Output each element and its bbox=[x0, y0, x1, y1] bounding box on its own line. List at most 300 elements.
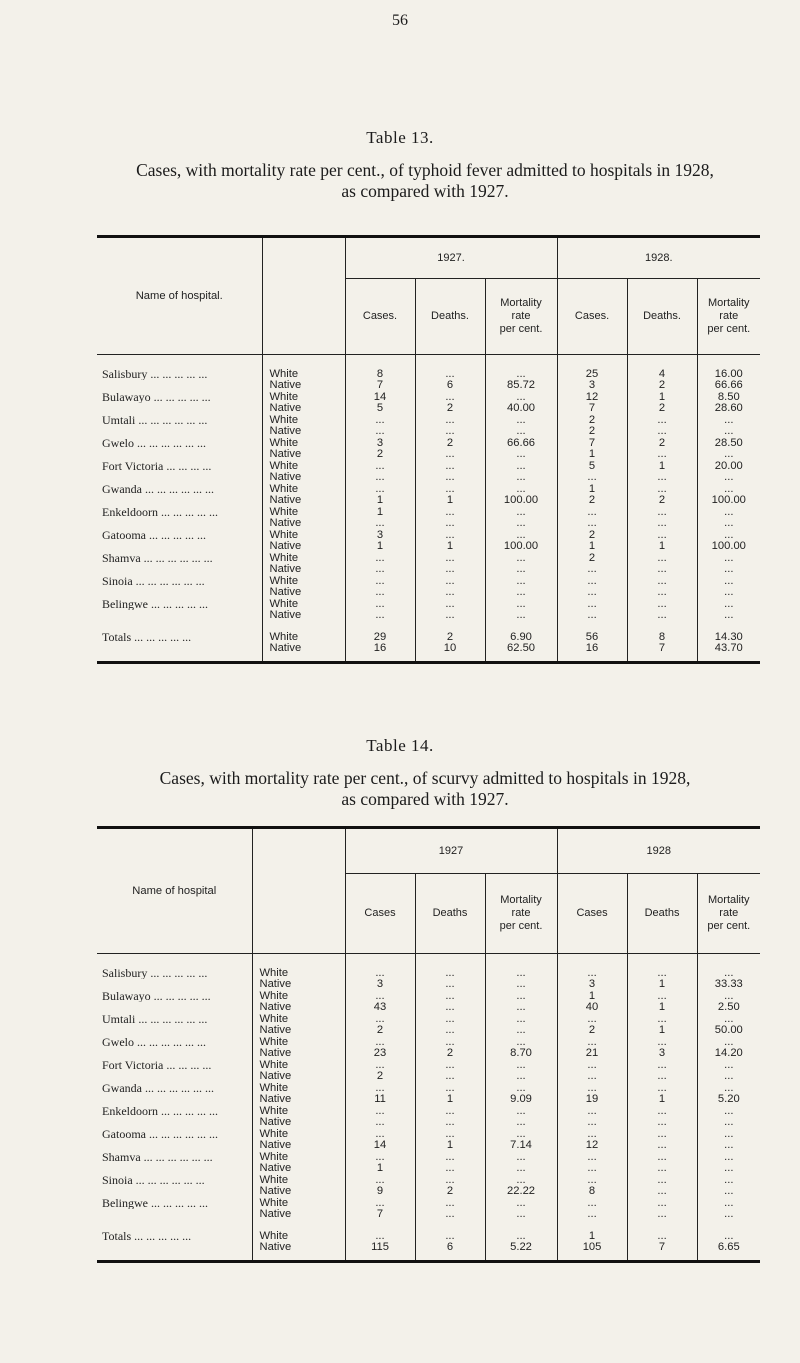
value-cell: 2.50 bbox=[697, 1002, 760, 1014]
value-cell: ... bbox=[415, 518, 485, 530]
spacer-cell bbox=[697, 354, 760, 369]
hospital-name-cell bbox=[97, 541, 262, 553]
value-cell: 62.50 bbox=[485, 643, 557, 655]
hospital-name-cell bbox=[97, 1071, 252, 1083]
value-cell: ... bbox=[485, 1129, 557, 1141]
value-cell: ... bbox=[557, 599, 627, 611]
value-cell: ... bbox=[415, 392, 485, 404]
value-cell: ... bbox=[697, 1163, 760, 1175]
value-cell: 21 bbox=[557, 1048, 627, 1060]
value-cell: ... bbox=[557, 1037, 627, 1049]
value-cell: ... bbox=[557, 472, 627, 484]
table-14-header-blank bbox=[252, 829, 345, 953]
value-cell: ... bbox=[697, 1129, 760, 1141]
value-cell: 2 bbox=[345, 1025, 415, 1037]
value-cell: ... bbox=[557, 1129, 627, 1141]
value-cell: ... bbox=[345, 1231, 415, 1243]
value-cell: 40 bbox=[557, 1002, 627, 1014]
value-cell: ... bbox=[627, 1186, 697, 1198]
value-cell: 29 bbox=[345, 632, 415, 644]
value-cell: ... bbox=[415, 1106, 485, 1118]
table-13-title: Table 13. bbox=[366, 128, 434, 147]
value-cell: ... bbox=[627, 1140, 697, 1152]
hospital-name-cell bbox=[97, 1186, 252, 1198]
value-cell: ... bbox=[415, 1071, 485, 1083]
value-cell: ... bbox=[627, 1198, 697, 1210]
spacer-row bbox=[97, 1221, 760, 1231]
table-14-header-year-1928: 1928 bbox=[557, 829, 760, 873]
value-cell: ... bbox=[415, 507, 485, 519]
value-cell: ... bbox=[485, 461, 557, 473]
value-cell: 43.70 bbox=[697, 643, 760, 655]
value-cell: ... bbox=[557, 1175, 627, 1187]
value-cell: ... bbox=[485, 587, 557, 599]
value-cell: ... bbox=[485, 415, 557, 427]
rate-word-1: Mortality bbox=[500, 296, 542, 309]
race-cell: White bbox=[262, 553, 345, 565]
value-cell: ... bbox=[415, 369, 485, 381]
rate-word-1: Mortality bbox=[708, 296, 750, 309]
value-cell: ... bbox=[485, 564, 557, 576]
value-cell: ... bbox=[557, 518, 627, 530]
race-cell: White bbox=[252, 1175, 345, 1187]
hospital-name-cell: Bulawayo ... ... ... ... ... bbox=[102, 391, 211, 403]
value-cell: ... bbox=[485, 1231, 557, 1243]
table-13-header-cases-1928: Cases. bbox=[557, 278, 627, 354]
value-cell: 105 bbox=[557, 1242, 627, 1254]
value-cell: ... bbox=[485, 1083, 557, 1095]
value-cell: ... bbox=[345, 991, 415, 1003]
totals-row bbox=[97, 1242, 760, 1254]
hospital-name-cell bbox=[97, 518, 262, 530]
value-cell: ... bbox=[697, 1140, 760, 1152]
hospital-name-cell: Gwanda ... ... ... ... ... ... bbox=[102, 483, 214, 495]
hospital-name-cell: Enkeldoorn ... ... ... ... ... bbox=[102, 506, 218, 518]
value-cell: ... bbox=[345, 415, 415, 427]
value-cell: 1 bbox=[627, 461, 697, 473]
value-cell: 28.50 bbox=[697, 438, 760, 450]
value-cell: 2 bbox=[345, 1071, 415, 1083]
value-cell: ... bbox=[345, 599, 415, 611]
value-cell: ... bbox=[415, 461, 485, 473]
value-cell: ... bbox=[415, 1060, 485, 1072]
hospital-name-cell bbox=[97, 1094, 252, 1106]
table-14-header-rate-1927 bbox=[485, 873, 557, 953]
hospital-name-cell bbox=[97, 643, 262, 655]
rate-word-3: per cent. bbox=[707, 322, 751, 335]
table-row bbox=[97, 1048, 760, 1060]
rate-word-1: Mortality bbox=[708, 893, 750, 906]
value-cell: 2 bbox=[627, 495, 697, 507]
value-cell: 2 bbox=[345, 449, 415, 461]
value-cell: 3 bbox=[557, 380, 627, 392]
value-cell: 85.72 bbox=[485, 380, 557, 392]
value-cell: ... bbox=[345, 587, 415, 599]
value-cell: ... bbox=[485, 1209, 557, 1221]
value-cell: ... bbox=[627, 1152, 697, 1164]
value-cell: ... bbox=[627, 564, 697, 576]
value-cell: 2 bbox=[415, 403, 485, 415]
hospital-name-cell: Shamva ... ... ... ... ... ... bbox=[102, 1151, 213, 1163]
table-13-header-rate-1927 bbox=[485, 278, 557, 354]
value-cell: ... bbox=[485, 1014, 557, 1026]
value-cell: 1 bbox=[415, 541, 485, 553]
table-row bbox=[97, 403, 760, 415]
spacer-cell bbox=[262, 354, 345, 369]
table-row bbox=[97, 1117, 760, 1129]
value-cell: ... bbox=[627, 518, 697, 530]
value-cell: 1 bbox=[627, 1025, 697, 1037]
table-13-header-blank bbox=[262, 238, 345, 354]
value-cell: ... bbox=[697, 1037, 760, 1049]
value-cell: 19 bbox=[557, 1094, 627, 1106]
value-cell: 3 bbox=[345, 979, 415, 991]
hospital-name-cell bbox=[97, 380, 262, 392]
hospital-name-cell: Fort Victoria ... ... ... ... bbox=[102, 1059, 212, 1071]
race-cell: Native bbox=[252, 1025, 345, 1037]
hospital-name-cell bbox=[97, 1002, 252, 1014]
value-cell: ... bbox=[415, 426, 485, 438]
table-row bbox=[97, 380, 760, 392]
race-cell: White bbox=[262, 576, 345, 588]
race-cell: Native bbox=[252, 1117, 345, 1129]
value-cell: ... bbox=[415, 610, 485, 622]
race-cell: White bbox=[252, 1060, 345, 1072]
table-row bbox=[97, 472, 760, 484]
value-cell: ... bbox=[697, 472, 760, 484]
race-cell: White bbox=[262, 415, 345, 427]
value-cell: ... bbox=[415, 1014, 485, 1026]
hospital-name-cell bbox=[97, 472, 262, 484]
value-cell: ... bbox=[627, 1106, 697, 1118]
value-cell: 1 bbox=[415, 495, 485, 507]
table-13-header-deaths-1928: Deaths. bbox=[627, 278, 697, 354]
race-cell: White bbox=[252, 1198, 345, 1210]
table-13-header-name: Name of hospital. bbox=[97, 238, 262, 354]
value-cell: ... bbox=[345, 484, 415, 496]
value-cell: 11 bbox=[345, 1094, 415, 1106]
value-cell: 8.70 bbox=[485, 1048, 557, 1060]
value-cell: ... bbox=[415, 1209, 485, 1221]
table-13-body bbox=[97, 354, 760, 661]
value-cell: ... bbox=[557, 1117, 627, 1129]
value-cell: ... bbox=[485, 1163, 557, 1175]
value-cell: ... bbox=[697, 518, 760, 530]
value-cell: 100.00 bbox=[697, 495, 760, 507]
spacer-cell bbox=[627, 1221, 697, 1231]
value-cell: ... bbox=[557, 1083, 627, 1095]
hospital-name-cell: Gatooma ... ... ... ... ... bbox=[102, 529, 206, 541]
value-cell: 50.00 bbox=[697, 1025, 760, 1037]
value-cell: ... bbox=[557, 587, 627, 599]
race-cell: Native bbox=[252, 1048, 345, 1060]
value-cell: ... bbox=[697, 1083, 760, 1095]
value-cell: ... bbox=[485, 1106, 557, 1118]
value-cell: ... bbox=[345, 426, 415, 438]
hospital-name-cell bbox=[97, 564, 262, 576]
value-cell: ... bbox=[697, 968, 760, 980]
race-cell: Native bbox=[252, 1163, 345, 1175]
table-13-caption-line-1: Cases, with mortality rate per cent., of typhoid fever admitted to hospitals in 1928, bbox=[136, 160, 714, 180]
value-cell: ... bbox=[415, 1152, 485, 1164]
value-cell: ... bbox=[627, 1117, 697, 1129]
table-13-header-year-1928: 1928. bbox=[557, 238, 760, 278]
value-cell: ... bbox=[345, 1117, 415, 1129]
value-cell: ... bbox=[697, 530, 760, 542]
spacer-cell bbox=[627, 622, 697, 632]
value-cell: ... bbox=[627, 1231, 697, 1243]
table-14-body bbox=[97, 953, 760, 1260]
value-cell: ... bbox=[697, 599, 760, 611]
spacer-cell bbox=[485, 622, 557, 632]
value-cell: 43 bbox=[345, 1002, 415, 1014]
value-cell: ... bbox=[697, 415, 760, 427]
hospital-name-cell: Sinoia ... ... ... ... ... ... bbox=[102, 575, 205, 587]
spacer-cell bbox=[627, 953, 697, 968]
value-cell: 8 bbox=[345, 369, 415, 381]
hospital-name-cell bbox=[97, 426, 262, 438]
value-cell: ... bbox=[415, 599, 485, 611]
race-cell: Native bbox=[252, 979, 345, 991]
spacer-cell bbox=[557, 622, 627, 632]
value-cell: ... bbox=[697, 1060, 760, 1072]
value-cell: ... bbox=[485, 518, 557, 530]
race-cell: White bbox=[252, 1083, 345, 1095]
value-cell: 115 bbox=[345, 1242, 415, 1254]
value-cell: ... bbox=[345, 1175, 415, 1187]
spacer-cell bbox=[485, 354, 557, 369]
value-cell: ... bbox=[485, 484, 557, 496]
value-cell: ... bbox=[485, 507, 557, 519]
value-cell: ... bbox=[697, 1198, 760, 1210]
rate-word-2: rate bbox=[719, 906, 739, 919]
value-cell: 1 bbox=[345, 541, 415, 553]
value-cell: 1 bbox=[345, 507, 415, 519]
spacer-cell bbox=[262, 622, 345, 632]
value-cell: ... bbox=[415, 449, 485, 461]
value-cell: ... bbox=[627, 1083, 697, 1095]
race-cell: Native bbox=[262, 449, 345, 461]
value-cell: ... bbox=[697, 1152, 760, 1164]
hospital-name-cell bbox=[97, 449, 262, 461]
value-cell: ... bbox=[697, 484, 760, 496]
hospital-name-cell: Gwelo ... ... ... ... ... ... bbox=[102, 1036, 206, 1048]
value-cell: ... bbox=[345, 1060, 415, 1072]
spacer-cell bbox=[415, 1221, 485, 1231]
value-cell: ... bbox=[557, 564, 627, 576]
value-cell: ... bbox=[415, 1129, 485, 1141]
value-cell: ... bbox=[627, 1071, 697, 1083]
value-cell: ... bbox=[345, 1083, 415, 1095]
race-cell: Native bbox=[252, 1140, 345, 1152]
value-cell: ... bbox=[415, 1037, 485, 1049]
table-row bbox=[97, 979, 760, 991]
value-cell: 1 bbox=[627, 1094, 697, 1106]
value-cell: ... bbox=[345, 1129, 415, 1141]
table-14-header-deaths-1927: Deaths bbox=[415, 873, 485, 953]
value-cell: 100.00 bbox=[485, 541, 557, 553]
race-cell: Native bbox=[252, 1186, 345, 1198]
value-cell: 22.22 bbox=[485, 1186, 557, 1198]
value-cell: ... bbox=[485, 1117, 557, 1129]
value-cell: 16.00 bbox=[697, 369, 760, 381]
value-cell: ... bbox=[415, 1025, 485, 1037]
table-row bbox=[97, 426, 760, 438]
value-cell: 28.60 bbox=[697, 403, 760, 415]
value-cell: ... bbox=[697, 564, 760, 576]
table-row bbox=[97, 1002, 760, 1014]
table-14-header-name: Name of hospital bbox=[97, 829, 252, 953]
value-cell: 2 bbox=[557, 530, 627, 542]
value-cell: ... bbox=[345, 1014, 415, 1026]
value-cell: ... bbox=[485, 1198, 557, 1210]
table-14-header-cases-1928: Cases bbox=[557, 873, 627, 953]
table-row bbox=[97, 518, 760, 530]
spacer-cell bbox=[252, 953, 345, 968]
table-row bbox=[97, 564, 760, 576]
value-cell: 6 bbox=[415, 1242, 485, 1254]
value-cell: ... bbox=[415, 968, 485, 980]
rate-word-3: per cent. bbox=[499, 322, 543, 335]
hospital-name-cell: Enkeldoorn ... ... ... ... ... bbox=[102, 1105, 218, 1117]
value-cell: ... bbox=[557, 1071, 627, 1083]
value-cell: ... bbox=[627, 1060, 697, 1072]
spacer-cell bbox=[557, 354, 627, 369]
spacer-cell bbox=[252, 1221, 345, 1231]
value-cell: ... bbox=[345, 968, 415, 980]
hospital-name-cell bbox=[97, 495, 262, 507]
value-cell: ... bbox=[627, 991, 697, 1003]
race-cell: White bbox=[262, 461, 345, 473]
value-cell: ... bbox=[557, 1152, 627, 1164]
value-cell: ... bbox=[485, 449, 557, 461]
value-cell: 56 bbox=[557, 632, 627, 644]
value-cell: 3 bbox=[345, 530, 415, 542]
value-cell: 8.50 bbox=[697, 392, 760, 404]
value-cell: ... bbox=[557, 1163, 627, 1175]
value-cell: ... bbox=[557, 1014, 627, 1026]
value-cell: 1 bbox=[557, 991, 627, 1003]
value-cell: ... bbox=[485, 1060, 557, 1072]
value-cell: 2 bbox=[557, 426, 627, 438]
value-cell: 6.65 bbox=[697, 1242, 760, 1254]
value-cell: 2 bbox=[415, 438, 485, 450]
value-cell: ... bbox=[485, 369, 557, 381]
value-cell: ... bbox=[345, 472, 415, 484]
value-cell: ... bbox=[697, 1117, 760, 1129]
table-14-header-cases-1927: Cases bbox=[345, 873, 415, 953]
race-cell: Native bbox=[262, 380, 345, 392]
value-cell: ... bbox=[345, 1198, 415, 1210]
value-cell: ... bbox=[697, 507, 760, 519]
value-cell: 7 bbox=[345, 380, 415, 392]
race-cell: White bbox=[262, 530, 345, 542]
race-cell: White bbox=[262, 507, 345, 519]
value-cell: ... bbox=[415, 415, 485, 427]
value-cell: 14.20 bbox=[697, 1048, 760, 1060]
value-cell: 2 bbox=[557, 1025, 627, 1037]
value-cell: ... bbox=[345, 564, 415, 576]
hospital-name-cell bbox=[97, 979, 252, 991]
value-cell: 2 bbox=[415, 632, 485, 644]
table-row bbox=[97, 1025, 760, 1037]
spacer-cell bbox=[557, 1221, 627, 1231]
value-cell: 6 bbox=[415, 380, 485, 392]
race-cell: Native bbox=[252, 1242, 345, 1254]
value-cell: 14 bbox=[345, 392, 415, 404]
value-cell: 1 bbox=[557, 1231, 627, 1243]
value-cell: 1 bbox=[627, 392, 697, 404]
hospital-name-cell: Umtali ... ... ... ... ... ... bbox=[102, 1013, 208, 1025]
race-cell: Native bbox=[262, 541, 345, 553]
value-cell: ... bbox=[627, 1014, 697, 1026]
value-cell: ... bbox=[415, 1083, 485, 1095]
table-14-header-year-1927: 1927 bbox=[345, 829, 557, 873]
table-row bbox=[97, 1209, 760, 1221]
value-cell: 16 bbox=[557, 643, 627, 655]
value-cell: ... bbox=[345, 1152, 415, 1164]
spacer-cell bbox=[415, 354, 485, 369]
value-cell: 6.90 bbox=[485, 632, 557, 644]
value-cell: 2 bbox=[557, 553, 627, 565]
value-cell: 5.20 bbox=[697, 1094, 760, 1106]
value-cell: ... bbox=[627, 1129, 697, 1141]
race-cell: White bbox=[252, 1014, 345, 1026]
value-cell: 1 bbox=[345, 495, 415, 507]
value-cell: ... bbox=[485, 1175, 557, 1187]
value-cell: 1 bbox=[415, 1094, 485, 1106]
rate-word-3: per cent. bbox=[499, 919, 543, 932]
table-row bbox=[97, 541, 760, 553]
hospital-name-cell bbox=[97, 403, 262, 415]
table-row bbox=[97, 1071, 760, 1083]
spacer-row bbox=[97, 622, 760, 632]
value-cell: 3 bbox=[557, 979, 627, 991]
value-cell: 7 bbox=[345, 1209, 415, 1221]
table-14 bbox=[97, 826, 760, 1263]
spacer-cell bbox=[345, 354, 415, 369]
value-cell: 7 bbox=[557, 438, 627, 450]
value-cell: ... bbox=[345, 610, 415, 622]
value-cell: 14.30 bbox=[697, 632, 760, 644]
value-cell: 66.66 bbox=[485, 438, 557, 450]
value-cell: 1 bbox=[345, 1163, 415, 1175]
hospital-name-cell: Shamva ... ... ... ... ... ... bbox=[102, 552, 213, 564]
value-cell: ... bbox=[415, 472, 485, 484]
value-cell: ... bbox=[627, 426, 697, 438]
totals-row bbox=[97, 643, 760, 655]
value-cell: 4 bbox=[627, 369, 697, 381]
table-13-header-rate-1928 bbox=[697, 278, 760, 354]
value-cell: 2 bbox=[415, 1186, 485, 1198]
value-cell: 10 bbox=[415, 643, 485, 655]
value-cell: 25 bbox=[557, 369, 627, 381]
value-cell: ... bbox=[627, 472, 697, 484]
value-cell: ... bbox=[485, 1152, 557, 1164]
value-cell: ... bbox=[627, 507, 697, 519]
value-cell: ... bbox=[485, 979, 557, 991]
value-cell: ... bbox=[415, 564, 485, 576]
table-13-header-deaths-1927: Deaths. bbox=[415, 278, 485, 354]
spacer-cell bbox=[485, 953, 557, 968]
value-cell: ... bbox=[345, 553, 415, 565]
value-cell: ... bbox=[697, 1071, 760, 1083]
spacer-row bbox=[97, 354, 760, 369]
value-cell: ... bbox=[345, 1106, 415, 1118]
table-14-title: Table 14. bbox=[366, 736, 434, 755]
value-cell: ... bbox=[697, 991, 760, 1003]
value-cell: 100.00 bbox=[697, 541, 760, 553]
